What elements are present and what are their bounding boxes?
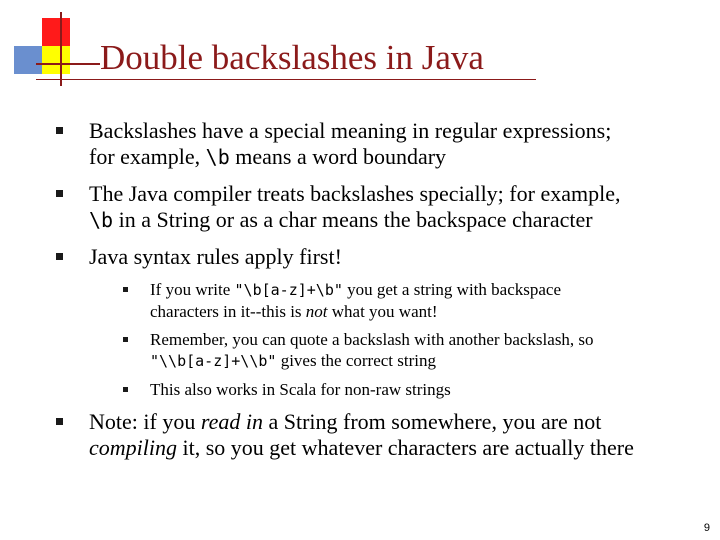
- emphasis-text: not: [305, 302, 328, 321]
- page-number: 9: [703, 522, 710, 534]
- square-bullet-icon: [56, 190, 63, 197]
- slide-content: [0, 118, 720, 461]
- sub-bullet-item: [0, 329, 720, 372]
- bullet-text: Java syntax rules apply first!: [89, 244, 342, 269]
- bullet-text: for example,: [89, 144, 206, 169]
- sub-bullet-text: gives the correct string: [276, 351, 436, 370]
- sub-bullet-text: Remember, you can quote a backslash with another backslash, so: [150, 330, 594, 349]
- code-snippet: "\b[a-z]+\b": [234, 281, 343, 299]
- logo-blue-square: [14, 46, 42, 74]
- bullet-text: a String from somewhere, you are not: [262, 409, 602, 434]
- bullet-text: in a String or as a char means the backspace character: [113, 207, 593, 232]
- code-snippet: \b: [205, 145, 230, 169]
- logo-vertical-line: [60, 12, 62, 86]
- code-snippet: \b: [89, 208, 114, 232]
- bullet-text: it, so you get whatever characters are actually there: [177, 435, 634, 460]
- bullet-text: The Java compiler treats backslashes specially; for example,: [89, 181, 621, 206]
- square-bullet-icon: [56, 418, 63, 425]
- square-bullet-icon: [56, 127, 63, 134]
- logo: [0, 0, 100, 100]
- title-underline: [36, 79, 536, 80]
- sub-bullet-text: you get a string with backspace: [342, 280, 561, 299]
- bullet-item: [0, 181, 720, 233]
- sub-bullet-text: what you want!: [327, 302, 438, 321]
- sub-bullet-text: If you write: [150, 280, 235, 299]
- sub-bullet-item: [0, 379, 720, 400]
- logo-yellow-square: [42, 46, 70, 74]
- square-bullet-icon: [56, 253, 63, 260]
- code-snippet: "\\b[a-z]+\\b": [150, 352, 277, 370]
- emphasis-text: read in: [200, 409, 263, 434]
- bullet-text: means a word boundary: [229, 144, 447, 169]
- square-bullet-icon: [123, 337, 128, 342]
- sub-bullet-text: characters in it--this is: [150, 302, 306, 321]
- square-bullet-icon: [123, 387, 128, 392]
- bullet-text: Backslashes have a special meaning in regular expressions;: [89, 118, 612, 143]
- sub-bullet-text: This also works in Scala for non-raw strings: [150, 380, 451, 399]
- square-bullet-icon: [123, 287, 128, 292]
- logo-red-square: [42, 18, 70, 46]
- logo-horizontal-line: [36, 63, 100, 65]
- bullet-text: Note: if you: [89, 409, 201, 434]
- bullet-item: [0, 244, 720, 270]
- bullet-item: [0, 118, 720, 170]
- emphasis-text: compiling: [89, 435, 177, 460]
- bullet-item: [0, 409, 720, 461]
- sub-bullet-item: [0, 279, 720, 322]
- slide-title: Double backslashes in Java: [100, 38, 484, 77]
